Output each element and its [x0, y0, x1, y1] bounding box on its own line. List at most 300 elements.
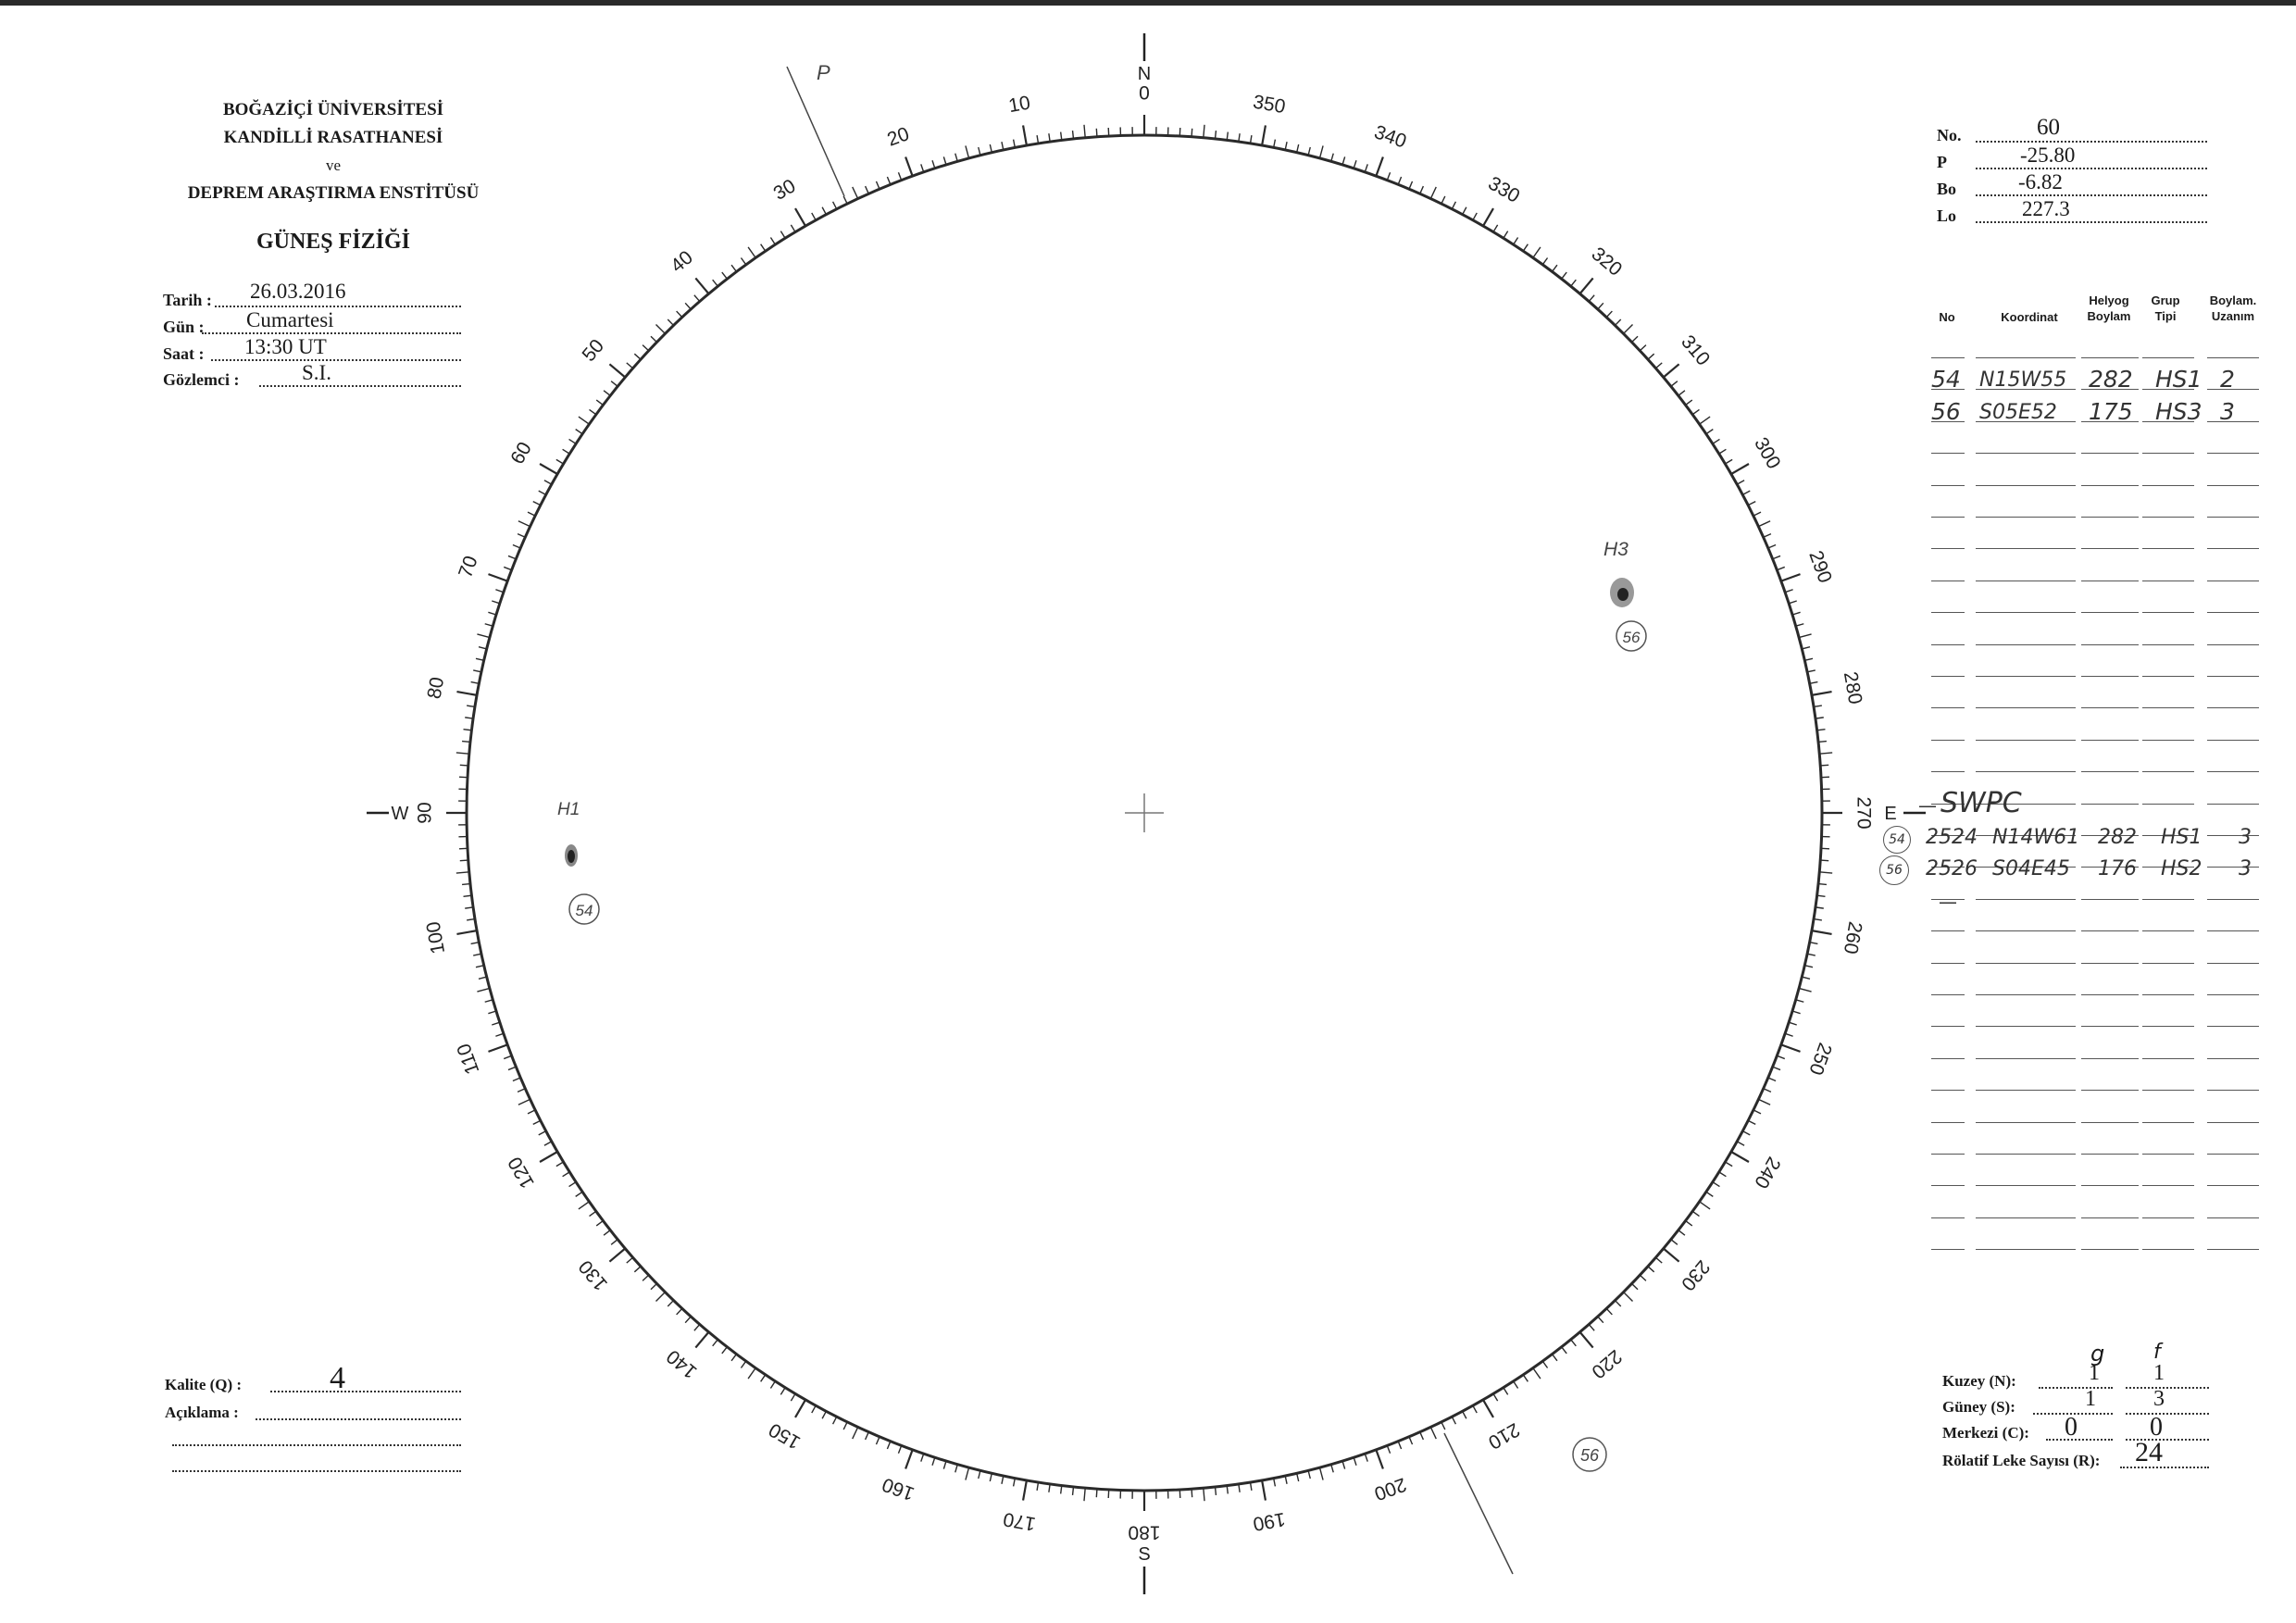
relative-number-value: 24 [2135, 1437, 2163, 1467]
count-north-f: 1 [2153, 1361, 2165, 1385]
table-rule [1931, 1154, 1965, 1155]
degree-tick-label: 220 [1587, 1345, 1627, 1383]
col-helio-top: Helyog [2089, 293, 2129, 307]
degree-tick [966, 1467, 969, 1480]
table-rule [2142, 707, 2194, 708]
table-rule [1931, 1090, 1965, 1091]
degree-tick [1700, 417, 1710, 424]
table-rule [2142, 1090, 2194, 1091]
degree-tick [748, 1368, 755, 1379]
day-value: Cumartesi [246, 308, 334, 331]
table-rule [2081, 1122, 2139, 1123]
swpc-row1-coord: N14W61 [1992, 826, 2080, 849]
table-rule [2081, 1154, 2139, 1155]
university-name: BOĞAZİÇİ ÜNİVERSİTESİ [222, 100, 444, 119]
row1-no: 54 [1931, 366, 1961, 393]
col-ext-top: Boylam. [2209, 293, 2257, 307]
quality-label: Kalite (Q) : [165, 1376, 243, 1393]
table-rule [2207, 1249, 2259, 1250]
table-rule [2081, 485, 2139, 486]
col-helio-bottom: Boylam [2087, 309, 2131, 323]
table-rule [2142, 548, 2194, 549]
table-rule [2142, 1026, 2194, 1027]
param-lo-label: Lo [1937, 206, 1957, 225]
table-rule [2207, 804, 2259, 805]
table-rule [2142, 740, 2194, 741]
param-lo-dotline [1976, 221, 2207, 223]
param-no-label: No. [1937, 126, 1962, 144]
counts-f-header: f [2153, 1341, 2161, 1364]
table-rule [1976, 517, 2076, 518]
date-label: Tarih : [163, 291, 212, 309]
count-north-g: 1 [2089, 1361, 2100, 1385]
swpc-row2-type: HS2 [2161, 857, 2202, 880]
col-ext-bottom: Uzanım [2211, 309, 2255, 323]
table-rule [1976, 740, 2076, 741]
degree-tick-label: 20 [884, 123, 913, 151]
degree-tick [695, 278, 708, 293]
sunspot-h3-umbra [1617, 588, 1628, 601]
degree-tick-label: 90 [414, 802, 436, 824]
table-rule [1976, 1249, 2076, 1250]
quality-value: 4 [330, 1361, 345, 1395]
degree-tick-label: 70 [455, 553, 482, 581]
table-rule [1931, 1185, 1965, 1186]
table-rule [2081, 1026, 2139, 1027]
degree-tick-label: 290 [1804, 547, 1836, 586]
degree-tick-label: 180 [1128, 1521, 1161, 1543]
pole-label: P [817, 61, 830, 84]
degree-tick-label: 170 [1001, 1507, 1038, 1535]
swpc-row2-ref: 56 [1879, 855, 1909, 885]
table-rule [2207, 644, 2259, 645]
table-rule [2081, 994, 2139, 995]
degree-tick [1781, 1044, 1801, 1052]
table-rule [2142, 804, 2194, 805]
degree-tick [540, 464, 557, 474]
table-rule [1931, 771, 1965, 772]
sunspot-h3-label: H3 [1603, 539, 1628, 560]
degree-tick-label: 260 [1839, 919, 1866, 956]
table-rule [1931, 740, 1965, 741]
table-rule [2081, 548, 2139, 549]
count-north-f-dots [2126, 1387, 2209, 1389]
row1-lon: 282 [2089, 366, 2133, 393]
swpc-row2-no: 2526 [1926, 857, 1978, 880]
degree-tick-label: 270 [1853, 796, 1875, 830]
row1-ext: 2 [2220, 366, 2235, 393]
degree-tick [488, 574, 507, 581]
observer-value: S.I. [302, 361, 331, 384]
table-rule [2142, 1249, 2194, 1250]
degree-tick-label: 30 [769, 175, 800, 205]
degree-tick-label: 340 [1371, 121, 1410, 153]
table-rule [2207, 548, 2259, 549]
table-rule [2081, 1249, 2139, 1250]
param-bo-dotline [1976, 194, 2207, 196]
table-rule [2081, 804, 2139, 805]
degree-tick-label: 190 [1251, 1507, 1288, 1535]
table-rule [2207, 1122, 2259, 1123]
sunspot-h1-label: H1 [557, 800, 580, 819]
degree-tick [488, 1044, 507, 1052]
col-group-bottom: Tipi [2154, 309, 2177, 323]
table-rule [1931, 357, 1965, 358]
table-rule [1976, 1154, 2076, 1155]
degree-tick [1819, 753, 1832, 754]
degree-tick-label: 150 [765, 1418, 805, 1454]
quality-dotline [270, 1391, 461, 1392]
param-lo-value: 227.3 [2022, 197, 2070, 220]
table-rule [1931, 485, 1965, 486]
table-rule [2142, 612, 2194, 613]
degree-tick [1533, 247, 1541, 257]
table-rule [2207, 1058, 2259, 1059]
param-no-value: 60 [2037, 115, 2060, 140]
degree-tick-label: 60 [506, 438, 536, 468]
swpc-row1-lon: 282 [2098, 826, 2137, 849]
degree-tick [1624, 1292, 1633, 1302]
count-center-g: 0 [2065, 1413, 2078, 1442]
table-rule [1931, 963, 1965, 964]
table-rule [1976, 676, 2076, 677]
degree-tick-label: 110 [453, 1041, 484, 1078]
table-rule [1976, 1122, 2076, 1123]
table-rule [1931, 930, 1965, 931]
row2-type: HS3 [2155, 398, 2202, 425]
table-rule [2081, 707, 2139, 708]
table-rule [2207, 1185, 2259, 1186]
degree-tick [1664, 364, 1679, 377]
degree-tick-label: 300 [1750, 433, 1785, 473]
degree-tick [1430, 187, 1436, 199]
degree-tick [1799, 988, 1812, 992]
degree-tick [1758, 1099, 1770, 1105]
table-rule [2142, 1217, 2194, 1218]
count-center-label: Merkezi (C): [1942, 1424, 2029, 1442]
table-rule [2142, 676, 2194, 677]
table-rule [1931, 1249, 1965, 1250]
header-conjunction: ve [325, 156, 342, 174]
degree-tick-label: 350 [1251, 91, 1288, 119]
col-coord: Koordinat [2001, 310, 2058, 324]
degree-tick [1483, 208, 1493, 226]
department-title: GÜNEŞ FİZİĞİ [256, 230, 411, 254]
note-dotline-3 [172, 1470, 461, 1472]
table-rule [2207, 963, 2259, 964]
time-value: 13:30 UT [244, 335, 327, 358]
degree-tick [609, 364, 625, 377]
table-rule [2142, 1122, 2194, 1123]
table-rule [1931, 676, 1965, 677]
table-rule [1976, 644, 2076, 645]
degree-tick [748, 247, 755, 257]
table-rule [1976, 1185, 2076, 1186]
sunspot-h3-circle-number: 56 [1622, 629, 1641, 646]
west-label: W [391, 804, 409, 824]
table-rule [1931, 994, 1965, 995]
table-rule [1931, 453, 1965, 454]
table-rule [2081, 453, 2139, 454]
table-rule [1976, 963, 2076, 964]
table-rule [1976, 707, 2076, 708]
sunspot-h1-umbra [568, 850, 575, 863]
param-p-label: P [1937, 153, 1947, 171]
count-center-f: 0 [2150, 1413, 2163, 1442]
degree-tick [1758, 521, 1770, 527]
degree-tick [1262, 125, 1266, 145]
extra-group-circle-number: 56 [1579, 1446, 1600, 1465]
degree-tick [1376, 156, 1383, 176]
north-label: N [1137, 64, 1152, 84]
degree-tick [1664, 1249, 1679, 1262]
table-rule [2081, 930, 2139, 931]
count-south-f-dots [2126, 1413, 2209, 1415]
table-rule [2081, 357, 2139, 358]
degree-tick [905, 1450, 913, 1469]
table-rule [2142, 1058, 2194, 1059]
degree-tick-label: 80 [423, 675, 449, 701]
degree-tick [1799, 634, 1812, 638]
degree-tick-label: 140 [662, 1345, 702, 1383]
table-rule [2142, 994, 2194, 995]
table-rule [1976, 994, 2076, 995]
table-rule [2081, 740, 2139, 741]
count-south-label: Güney (S): [1942, 1398, 2015, 1416]
table-rule [2081, 771, 2139, 772]
degree-tick [655, 324, 665, 333]
table-rule [2207, 1154, 2259, 1155]
table-rule [2207, 453, 2259, 454]
row1-type: HS1 [2155, 366, 2202, 393]
table-rule [2142, 453, 2194, 454]
degree-tick [456, 872, 469, 873]
degree-tick [1262, 1480, 1266, 1501]
degree-tick [579, 417, 589, 424]
observer-label: Gözlemci : [163, 370, 240, 389]
degree-tick [456, 692, 477, 695]
day-label: Gün : [163, 318, 205, 336]
degree-tick [1319, 1467, 1323, 1480]
degree-tick [1624, 324, 1633, 333]
note-label: Açıklama : [165, 1404, 239, 1421]
degree-tick-label: 250 [1804, 1040, 1836, 1079]
degree-tick-label: 230 [1677, 1255, 1715, 1295]
table-rule [2142, 1154, 2194, 1155]
param-no-dotline [1976, 141, 2207, 143]
degree-tick [1483, 1400, 1493, 1417]
degree-tick [1023, 125, 1027, 145]
degree-tick [853, 1427, 858, 1439]
degree-tick-label: 120 [504, 1153, 539, 1192]
table-rule [1931, 548, 1965, 549]
degree-tick-label: 10 [1006, 92, 1032, 118]
degree-tick [1376, 1450, 1383, 1469]
degree-tick [609, 1249, 625, 1262]
degree-tick [1533, 1368, 1541, 1379]
degree-tick-label: 50 [578, 335, 609, 366]
degree-tick-label: 0 [1139, 82, 1150, 105]
swpc-dash: — [1918, 794, 1937, 817]
param-p-value: -25.80 [2020, 144, 2076, 167]
swpc-row1-ext: 3 [2239, 826, 2252, 849]
table-rule [2207, 740, 2259, 741]
table-rule [2081, 612, 2139, 613]
degree-tick [1781, 574, 1801, 581]
table-rule [1976, 899, 2076, 900]
table-rule [2081, 676, 2139, 677]
table-rule [1976, 485, 2076, 486]
table-rule [2142, 1185, 2194, 1186]
table-rule [2142, 930, 2194, 931]
p-axis-bottom [1444, 1433, 1513, 1574]
table-rule [1976, 453, 2076, 454]
p-axis-top [787, 67, 844, 196]
row2-coord: S05E52 [1979, 401, 2057, 424]
row2-no: 56 [1931, 398, 1961, 425]
table-rule [2081, 1058, 2139, 1059]
degree-tick [1731, 1152, 1749, 1162]
degree-tick [1084, 125, 1085, 138]
degree-tick [1580, 1332, 1593, 1348]
count-south-g: 1 [2085, 1387, 2096, 1411]
row1-coord: N15W55 [1979, 368, 2067, 392]
row2-ext: 3 [2220, 398, 2235, 425]
table-rule [2207, 930, 2259, 931]
param-bo-label: Bo [1937, 180, 1957, 198]
table-rule [2207, 357, 2259, 358]
table-rule [2142, 963, 2194, 964]
date-value: 26.03.2016 [250, 280, 346, 303]
degree-tick [1731, 464, 1749, 474]
degree-tick-label: 40 [667, 246, 697, 278]
table-rule [2207, 1090, 2259, 1091]
relative-number-label: Rölatif Leke Sayısı (R): [1942, 1452, 2101, 1469]
degree-tick [518, 521, 530, 527]
degree-tick [853, 187, 858, 199]
degree-tick [1812, 930, 1832, 934]
swpc-row1-type: HS1 [2161, 826, 2202, 849]
time-label: Saat : [163, 344, 205, 363]
institute-name: DEPREM ARAŞTIRMA ENSTİTÜSÜ [187, 183, 480, 203]
degree-tick-label: 160 [879, 1473, 917, 1504]
table-rule [1976, 771, 2076, 772]
degree-tick [1430, 1427, 1436, 1439]
table-rule [1931, 1058, 1965, 1059]
table-rule [2142, 485, 2194, 486]
table-rule [2207, 994, 2259, 995]
table-rule [2142, 517, 2194, 518]
table-rule [2207, 517, 2259, 518]
sunspot-h1-circle-number: 54 [575, 902, 593, 919]
count-north-label: Kuzey (N): [1942, 1372, 2016, 1390]
degree-tick [966, 145, 969, 158]
degree-tick [456, 753, 469, 754]
col-group [2142, 293, 2189, 324]
degree-tick [477, 634, 490, 638]
table-rule [1931, 517, 1965, 518]
table-rule [2207, 707, 2259, 708]
degree-tick [1700, 1202, 1710, 1209]
col-group-top: Grup [2151, 293, 2180, 307]
table-rule [2207, 485, 2259, 486]
table-rule [2081, 1217, 2139, 1218]
table-rule [2081, 1090, 2139, 1091]
col-no: No [1939, 310, 1955, 324]
degree-tick [1084, 1488, 1085, 1501]
swpc-row2-ext: 3 [2239, 857, 2252, 880]
count-center-g-dots [2046, 1439, 2113, 1441]
degree-tick [905, 156, 913, 176]
degree-tick [1023, 1480, 1027, 1501]
table-rule [1976, 357, 2076, 358]
table-rule [1976, 1026, 2076, 1027]
param-bo-value: -6.82 [2018, 170, 2063, 194]
table-rule [1976, 930, 2076, 931]
degree-tick [795, 1400, 805, 1417]
table-rule [1976, 1090, 2076, 1091]
degree-tick-label: 200 [1371, 1473, 1410, 1504]
count-north-g-dots [2039, 1387, 2113, 1389]
degree-tick-label: 210 [1484, 1418, 1524, 1454]
degree-tick [655, 1292, 665, 1302]
table-rule [2142, 357, 2194, 358]
table-rule [2142, 899, 2194, 900]
table-rule [2207, 899, 2259, 900]
note-dotline-1 [256, 1418, 461, 1420]
table-rule [2081, 899, 2139, 900]
observatory-name: KANDİLLİ RASATHANESİ [223, 128, 443, 147]
degree-tick-label: 320 [1587, 243, 1627, 281]
degree-tick [456, 930, 477, 934]
table-rule [2081, 963, 2139, 964]
param-p-dotline [1976, 168, 2207, 169]
degree-tick [477, 988, 490, 992]
row2-lon: 175 [2089, 398, 2133, 425]
table-rule [2081, 517, 2139, 518]
table-rule [1976, 548, 2076, 549]
swpc-row2-lon: 176 [2098, 857, 2137, 880]
table-rule [2081, 644, 2139, 645]
degree-tick-label: 330 [1484, 172, 1524, 207]
counts-g-header: g [2090, 1341, 2105, 1367]
degree-tick-label: 240 [1750, 1153, 1785, 1192]
table-rule [1931, 707, 1965, 708]
degree-tick-label: 310 [1677, 331, 1715, 370]
degree-tick [1319, 145, 1323, 158]
degree-tick [540, 1152, 557, 1162]
degree-tick-label: 130 [574, 1255, 612, 1295]
degree-tick-label: 100 [422, 919, 450, 956]
table-rule [1976, 1058, 2076, 1059]
table-rule [2207, 612, 2259, 613]
table-rule [1931, 1217, 1965, 1218]
table-rule [2207, 676, 2259, 677]
swpc-row1-ref: 54 [1883, 826, 1911, 854]
degree-tick [1819, 872, 1832, 873]
table-rule [2142, 644, 2194, 645]
east-label: E [1884, 804, 1897, 824]
table-rule [1931, 1026, 1965, 1027]
degree-tick [579, 1202, 589, 1209]
south-label: S [1138, 1544, 1151, 1565]
swpc-title: SWPC [1940, 787, 2022, 819]
swpc-empty-dash: — [1939, 891, 1957, 913]
table-rule [1976, 612, 2076, 613]
degree-tick [1812, 692, 1832, 695]
table-rule [2142, 771, 2194, 772]
table-rule [2207, 1026, 2259, 1027]
